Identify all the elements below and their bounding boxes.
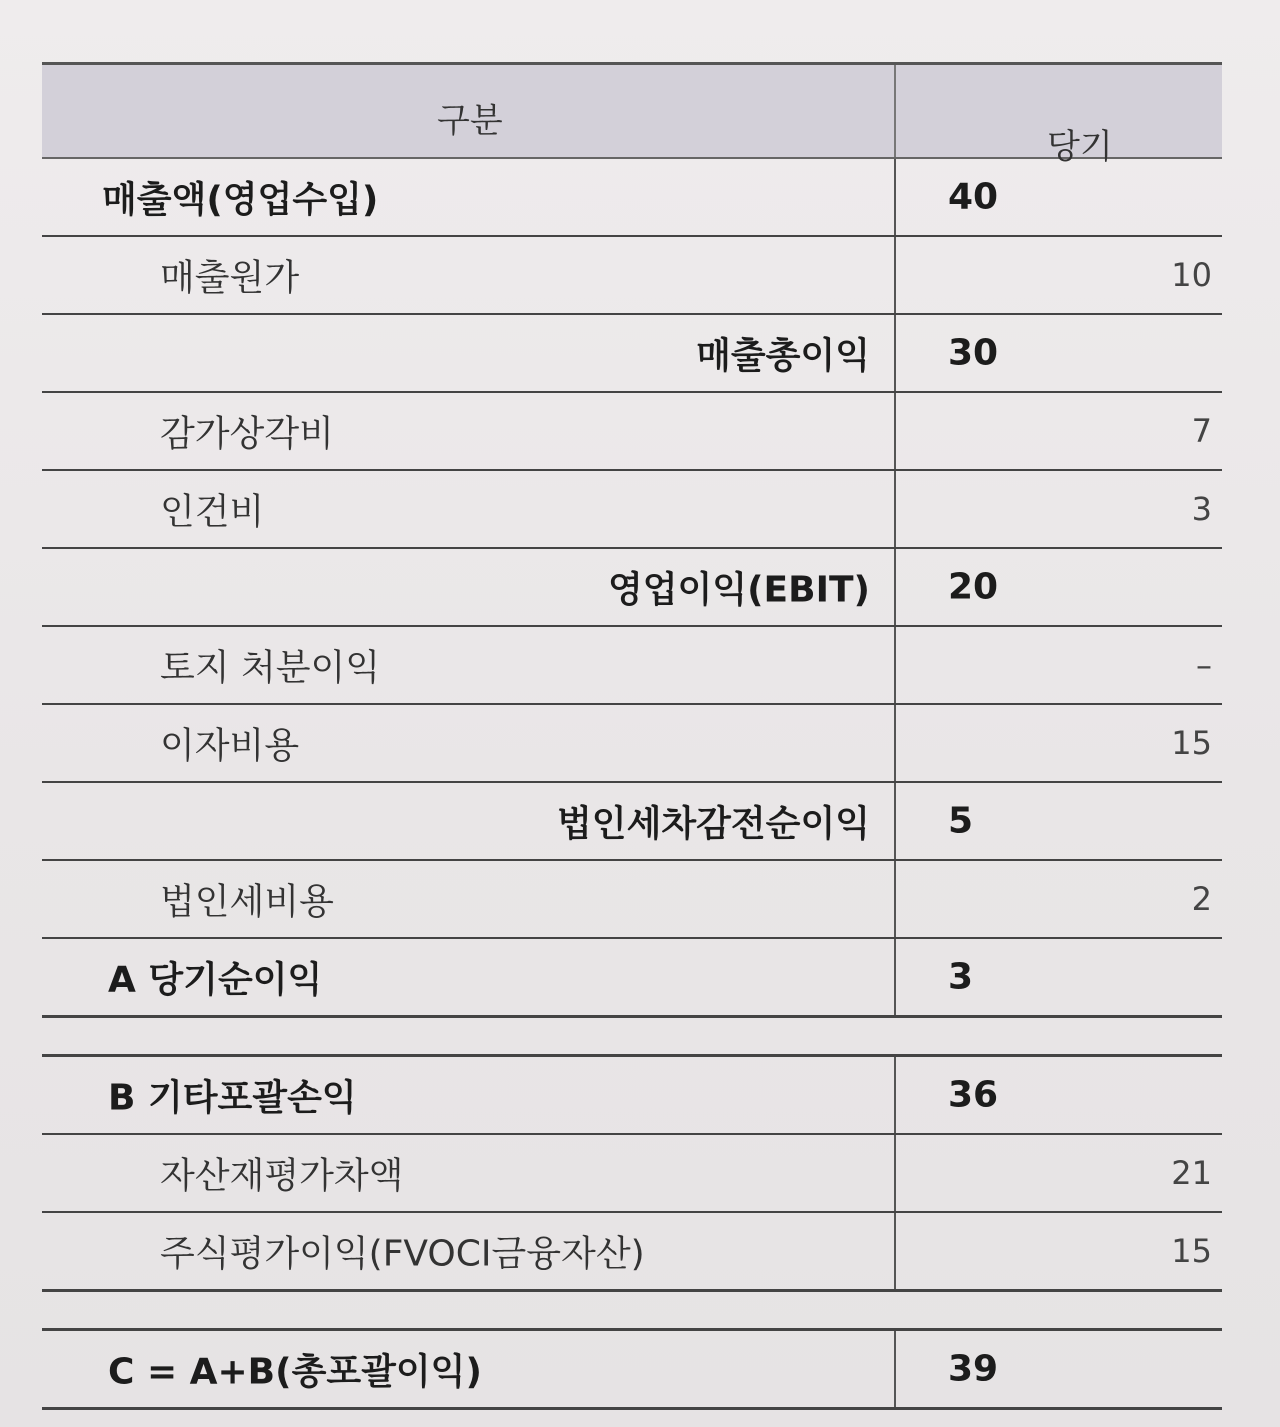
row-value: 2 bbox=[1191, 880, 1212, 918]
row-value: 3 bbox=[1191, 490, 1212, 528]
row-value: 39 bbox=[948, 1348, 999, 1390]
header-label: 구분 bbox=[437, 101, 503, 141]
row-income-tax bbox=[42, 861, 1222, 939]
column-divider bbox=[894, 315, 896, 391]
table-header bbox=[42, 62, 1222, 167]
row-label: A 당기순이익 bbox=[108, 959, 323, 1001]
section-gap bbox=[42, 1292, 1222, 1331]
row-value: 7 bbox=[1191, 412, 1212, 450]
column-divider bbox=[894, 1057, 896, 1133]
row-value: 20 bbox=[948, 566, 999, 608]
row-depreciation bbox=[42, 393, 1222, 471]
row-revenue bbox=[42, 159, 1222, 237]
column-divider bbox=[894, 237, 896, 313]
column-divider bbox=[894, 861, 896, 937]
row-stock-valuation-gain bbox=[42, 1213, 1222, 1292]
header-period: 당기 bbox=[1047, 127, 1113, 167]
row-interest-expense bbox=[42, 705, 1222, 783]
row-value: 40 bbox=[948, 176, 999, 218]
column-divider bbox=[894, 65, 896, 157]
row-label: 법인세차감전순이익 bbox=[557, 803, 870, 845]
row-operating-income bbox=[42, 549, 1222, 627]
row-label: 주식평가이익(FVOCI금융자산) bbox=[160, 1233, 645, 1275]
row-value: 36 bbox=[948, 1074, 999, 1116]
row-label: 토지 처분이익 bbox=[160, 647, 381, 689]
row-value: 10 bbox=[1171, 256, 1212, 294]
row-pretax-income bbox=[42, 783, 1222, 861]
column-divider bbox=[894, 783, 896, 859]
row-label: 법인세비용 bbox=[160, 881, 334, 923]
column-divider bbox=[894, 471, 896, 547]
column-divider bbox=[894, 939, 896, 1015]
column-divider bbox=[894, 1331, 896, 1407]
row-value: 5 bbox=[948, 800, 974, 842]
column-divider bbox=[894, 705, 896, 781]
row-land-disposal-gain bbox=[42, 627, 1222, 705]
row-label: 이자비용 bbox=[160, 725, 300, 767]
row-revaluation-surplus bbox=[42, 1135, 1222, 1213]
row-label: C = A+B(총포괄이익) bbox=[108, 1351, 482, 1393]
row-label: 자산재평가차액 bbox=[160, 1155, 404, 1197]
row-value: 30 bbox=[948, 332, 999, 374]
row-label: B 기타포괄손익 bbox=[108, 1077, 357, 1119]
row-label: 영업이익(EBIT) bbox=[608, 569, 870, 611]
row-other-comprehensive-income bbox=[42, 1057, 1222, 1135]
row-label: 매출총이익 bbox=[696, 335, 870, 377]
column-divider bbox=[894, 549, 896, 625]
column-divider bbox=[894, 1213, 896, 1289]
row-value: 15 bbox=[1171, 724, 1212, 762]
row-value: – bbox=[1196, 646, 1212, 684]
row-total-comprehensive-income bbox=[42, 1331, 1222, 1410]
column-divider bbox=[894, 159, 896, 235]
row-value: 3 bbox=[948, 956, 974, 998]
row-net-income bbox=[42, 939, 1222, 1018]
row-label: 매출액(영업수입) bbox=[102, 179, 379, 221]
row-value: 15 bbox=[1171, 1232, 1212, 1270]
row-label: 감가상각비 bbox=[160, 413, 334, 455]
row-gross-profit bbox=[42, 315, 1222, 393]
row-value: 21 bbox=[1171, 1154, 1212, 1192]
section-gap bbox=[42, 1018, 1222, 1057]
column-divider bbox=[894, 1135, 896, 1211]
column-divider bbox=[894, 627, 896, 703]
column-divider bbox=[894, 393, 896, 469]
row-label: 인건비 bbox=[160, 491, 265, 533]
row-labor-cost bbox=[42, 471, 1222, 549]
row-cost-of-sales bbox=[42, 237, 1222, 315]
row-label: 매출원가 bbox=[160, 257, 300, 299]
income-statement-table bbox=[42, 62, 1222, 1410]
